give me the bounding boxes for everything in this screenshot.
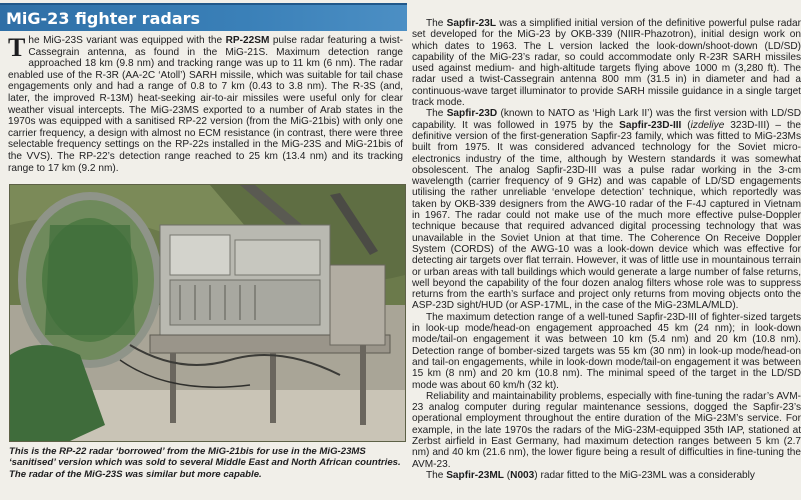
text-run: was a simplified initial version of the definitive powerful pulse radar set developed for the MiG-23 by OKB-339 (NIIR-Phazotron), initial design work on which dates to 1963. The L version lacked the look-down/shoot-down (LD/SD) capability of the MiG-23’s radar, so could accommodate only R-23R SARH missiles used against medium- and high-altitude targets flying above 1000 m (3,280 ft). The radar used a twist-Cassegrain antenna 800 mm (31.5 in) in diameter and had a continuous-wave target illuminator to provide SARH missile guidance in a single target track mode. bbox=[412, 18, 801, 109]
radar-name-bold: RP-22SM bbox=[225, 35, 270, 46]
left-body-text bbox=[8, 35, 403, 174]
radar-name-bold: Sapfir-23D-III bbox=[619, 119, 682, 131]
right-paragraph-3: The maximum detection range of a well-tuned Sapfir-23D-III of fighter-sized targets in look-up mode/head-on engagement approached 45 km (24 nm); in look-down mode/tail-on engagement it was between 10 km (5.4 nm) and 20 km (10.8 nm). Detection range of bomber-sized targets was 55 km (30 nm) in look-up mode/head-on and tail-on engagements, while in look-down mode/tail-on engagement it was between 15 km (8 nm) and 20 km (10.8 nm). The minimal speed of the target in the LD/SD mode was about 60 km/h (32 kt). bbox=[412, 311, 801, 391]
photo-caption: This is the RP-22 radar ‘borrowed’ from the MiG-21bis for use in the MiG-23MS ‘sanitised’ version which was sold to several Middle East and North African countries. The radar of the MiG-23S was similar but more capable. bbox=[9, 446, 401, 480]
text-run: The bbox=[426, 18, 447, 29]
text-run: pulse radar featuring a twist-Cassegrain antenna, as found in the MiG-21S. Maximum detection range approached 18 km (9.8 nm) and tracking range was up to 11 km (6 nm). The radar enabled use of the R-3R (AA-2C ‘Atoll’) SARH missile, which was suitable for tail chase engagements only and had a range of 0.8 to 7 km (0.43 to 3.8 nm). The R-3S (and, later, the improved R-13M) heat-seeking air-to-air missiles were useful only for clear weather visual intercepts. The MiG-23MS exported to a number of Arab states in the 1970s was equipped with a sanitised RP-22 version (from the MiG-21bis) with only one carrier frequency, a design with almost no ECM resistance (in contrast, there were three selectable frequency settings on the RP-22s installed in the MiG-23S and MiG-21bis of the VVS). The RP-22’s detection range reached to 25 km (13.4 nm) and its tracking range to 17 km (9.2 nm). bbox=[8, 35, 403, 174]
radar-name-bold: N003 bbox=[510, 469, 535, 481]
section-title-bar bbox=[0, 3, 407, 31]
text-run: The bbox=[426, 469, 447, 481]
drop-cap: T bbox=[8, 33, 26, 62]
text-run: (known to NATO as ‘High Lark II’) was the first version with LD/SD capability. It was followed in 1975 by the bbox=[412, 108, 801, 131]
radar-name-bold: Sapfir-23L bbox=[446, 18, 497, 29]
text-run: ) radar fitted to the MiG-23ML was a considerably bbox=[534, 469, 755, 481]
text-run: he MiG-23S variant was equipped with the bbox=[28, 35, 226, 46]
radar-name-bold: Sapfir-23ML bbox=[446, 469, 504, 481]
text-run: 323D-III) – the definitive version of the first-generation Sapfir-23 family, which was fitted to MiG-23Ms built from 1975. It was considered advanced technology for the Soviet micro-electronics industry of the time, although by Western standards it was somewhat obsolescent. The analog Sapfir-23D-III was a pulse radar working in the 3-cm wavelength (carrier frequency of 9 GHz) and was capable of LD/SD engagements utilising the rather unreliable ‘envelope detection’ technique, which reportedly was taken by OKB-339 designers from the AWG-10 radar of the F-4J captured in Vietnam in 1967. The radar could not make use of the much more effective pulse-Doppler technique because that required advanced digital processing technology that was unavailable in the Soviet Union at that time. The Coherence On Receive Doppler System (CORDS) of the AWG-10 was a look-down device which was effective for detecting air targets over flat terrain. However, it was of little use in mountainous terrain or urban areas with tall buildings which would generate a large number of false returns, well beyond the capability of the four dozen analog filters whose role was to suppress returns from the earth’s surface and project only returns from moving objects onto the ASP-23D sight/HUD (or ASP-17ML, in the case of the MiG-23MLA/MLD). bbox=[412, 119, 801, 312]
text-run: The bbox=[426, 108, 447, 120]
right-paragraph-1 bbox=[412, 18, 801, 108]
radar-name-bold: Sapfir-23D bbox=[446, 108, 498, 120]
radar-equipment-photo bbox=[9, 184, 406, 442]
text-run: ( bbox=[681, 119, 691, 131]
text-run: ( bbox=[503, 469, 511, 481]
right-paragraph-5 bbox=[412, 470, 801, 481]
right-column bbox=[412, 18, 801, 481]
right-paragraph-4: Reliability and maintainability problems, especially with fine-tuning the radar’s AVM-23 analog computer during regular maintenance sessions, dogged the Sapfir-23’s operational employment throughout the entire duration of the MiG-23M’s service. For example, in the late 1970s the radars of the MiG-23M-equipped 35th IAP, stationed at Zerbst airfield in East Germany, had maximum detection ranges between 5 km (2.7 nm) and 40 km (21.6 nm), the lower figure being a result of difficulties in fine-tuning the AVM-23. bbox=[412, 390, 801, 470]
page-title: MiG-23 fighter radars bbox=[6, 9, 201, 28]
italic-term: izdeliye bbox=[690, 119, 725, 131]
left-paragraph-1 bbox=[8, 35, 403, 174]
radar-photo-illustration bbox=[10, 185, 405, 441]
right-paragraph-2 bbox=[412, 108, 801, 311]
